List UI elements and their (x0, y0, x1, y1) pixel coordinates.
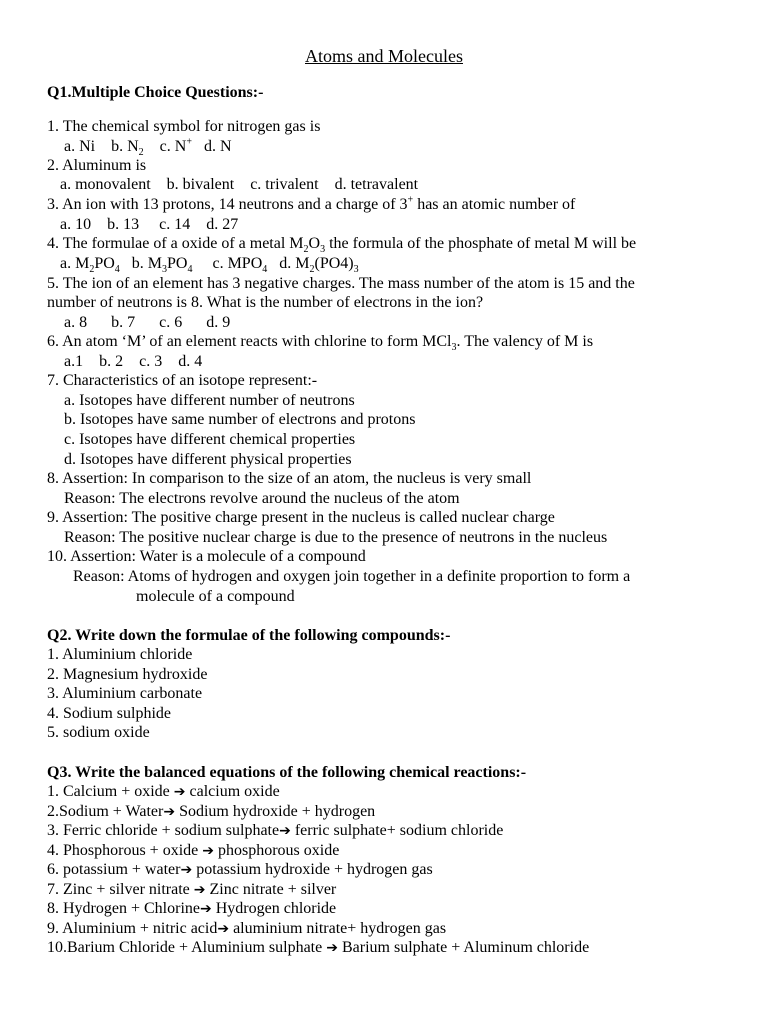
option: d. N (203, 138, 232, 155)
option: a. Ni (64, 138, 96, 155)
q1-question-3-options (60, 215, 238, 235)
q1-question-9-reason: Reason: The positive nuclear charge is due to the presence of neutrons in the nucleus (64, 529, 608, 546)
arrow-right-icon: ➔ (163, 804, 176, 820)
q3-item: 7. Zinc + silver nitrate ➔ Zinc nitrate + silver (47, 881, 337, 898)
option: c. trivalent (250, 176, 319, 193)
q3-item: 8. Hydrogen + Chlorine➔ Hydrogen chloride (47, 900, 337, 917)
arrow-right-icon: ➔ (202, 843, 214, 859)
option: b. 7 (111, 314, 136, 331)
q1-question-5-options (64, 313, 230, 333)
q3-item: 2.Sodium + Water➔ Sodium hydroxide + hydrogen (47, 803, 376, 820)
q1-heading: Q1.Multiple Choice Questions:- (47, 84, 264, 101)
q3-item: 10.Barium Chloride + Aluminium sulphate ➔ Barium sulphate + Aluminum chloride (47, 939, 590, 956)
q1-question-7-option-d: d. Isotopes have different physical properties (64, 451, 352, 468)
option: c. 3 (139, 353, 163, 370)
q3-item: 9. Aluminium + nitric acid➔ aluminium nitrate+ hydrogen gas (47, 920, 447, 937)
option: d. tetravalent (334, 176, 419, 193)
q1-question-10-assertion: 10. Assertion: Water is a molecule of a compound (47, 548, 366, 565)
q1-question-2: 2. Aluminum is (47, 157, 147, 174)
q1-question-3: 3. An ion with 13 protons, 14 neutrons and a charge of 3+ has an atomic number of (47, 194, 576, 213)
q1-question-6-options (64, 352, 202, 372)
arrow-right-icon: ➔ (173, 784, 186, 800)
q1-question-4-options (60, 254, 359, 274)
q2-heading: Q2. Write down the formulae of the following compounds:- (47, 627, 451, 644)
q1-question-6: 6. An atom ‘M’ of an element reacts with chlorine to form MCl$_3$. The valency of M is (47, 333, 594, 354)
arrow-right-icon: ➔ (200, 901, 212, 917)
page-title: Atoms and Molecules (305, 46, 463, 66)
q1-question-5-line-1: 5. The ion of an element has 3 negative charges. The mass number of the atom is 15 and the (47, 275, 635, 292)
q2-item: 3. Aluminium carbonate (47, 685, 203, 702)
q1-question-7: 7. Characteristics of an isotope represent:- (47, 372, 318, 389)
q1-question-1: 1. The chemical symbol for nitrogen gas is (47, 118, 321, 135)
q1-question-5-line-2: number of neutrons is 8. What is the number of electrons in the ion? (47, 294, 484, 311)
option: d. 27 (206, 216, 239, 233)
arrow-right-icon: ➔ (326, 940, 338, 956)
arrow-right-icon: ➔ (279, 823, 291, 839)
option: b. 13 (107, 216, 140, 233)
option: b. $N_2$ (111, 138, 144, 159)
arrow-right-icon: ➔ (180, 862, 193, 878)
option: c. 14 (159, 216, 191, 233)
q1-question-8-assertion: 8. Assertion: In comparison to the size of an atom, the nucleus is very small (47, 470, 532, 487)
option: a. 10 (60, 216, 92, 233)
q1-question-9-assertion: 9. Assertion: The positive charge present in the nucleus is called nuclear charge (47, 509, 555, 526)
q1-question-7-option-c: c. Isotopes have different chemical properties (64, 431, 356, 448)
option: b. bivalent (166, 176, 235, 193)
option: a. monovalent (60, 176, 151, 193)
q2-item: 4. Sodium sulphide (47, 705, 172, 722)
q1-question-10-reason-line-2: molecule of a compound (136, 588, 295, 605)
option: b. $M_3PO_4$ (131, 255, 193, 276)
q3-item: 3. Ferric chloride + sodium sulphate➔ ferric sulphate+ sodium chloride (47, 822, 504, 839)
option: a.1 (64, 353, 84, 370)
q3-item: 4. Phosphorous + oxide ➔ phosphorous oxide (47, 842, 340, 859)
option: c. N+ (159, 136, 192, 155)
q1-question-4: 4. The formulae of a oxide of a metal $M_2O_3$ the formula of the phosphate of metal M will be (47, 235, 637, 256)
arrow-right-icon: ➔ (217, 921, 230, 937)
arrow-right-icon: ➔ (193, 882, 206, 898)
q1-question-7-option-a: a. Isotopes have different number of neutrons (64, 392, 355, 409)
option: a. 8 (64, 314, 88, 331)
q2-item: 1. Aluminium chloride (47, 646, 193, 663)
option: d. $M_2(PO4)_3$ (279, 255, 359, 276)
option: a. $M_2PO_4$ (60, 255, 120, 276)
q1-question-2-options (60, 175, 418, 195)
option: c. $MPO_4$ (212, 255, 268, 276)
q1-question-10-reason-line-1: Reason: Atoms of hydrogen and oxygen join together in a definite proportion to form a (73, 568, 631, 585)
q3-heading: Q3. Write the balanced equations of the following chemical reactions:- (47, 764, 527, 781)
q1-question-1-options (64, 137, 232, 157)
option: d. 4 (178, 353, 203, 370)
q3-item: 6. potassium + water➔ potassium hydroxide + hydrogen gas (47, 861, 433, 878)
option: d. 9 (206, 314, 231, 331)
q3-item: 1. Calcium + oxide ➔ calcium oxide (47, 783, 280, 800)
q1-question-7-option-b: b. Isotopes have same number of electrons and protons (64, 411, 416, 428)
q1-question-8-reason: Reason: The electrons revolve around the nucleus of the atom (64, 490, 460, 507)
q2-item: 5. sodium oxide (47, 724, 150, 741)
option: c. 6 (159, 314, 183, 331)
q2-item: 2. Magnesium hydroxide (47, 666, 208, 683)
option: b. 2 (99, 353, 124, 370)
